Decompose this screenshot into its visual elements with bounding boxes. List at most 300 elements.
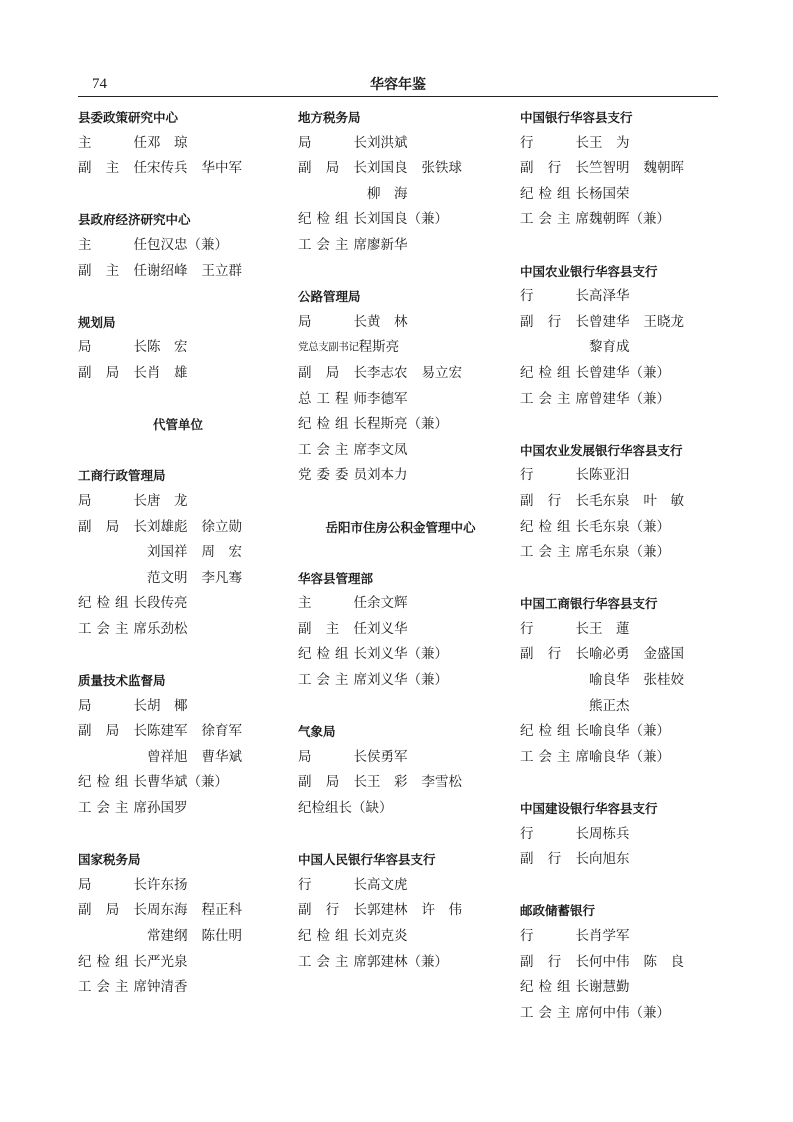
person-name: 李文凤	[367, 441, 408, 458]
role-label: 行长	[520, 467, 589, 484]
personnel-row	[520, 540, 720, 566]
person-name: 刘本力	[367, 467, 408, 484]
person-name: 柳 海	[367, 185, 408, 202]
person-name: 段传亮	[147, 595, 188, 612]
personnel-row	[298, 642, 503, 668]
role-label: 副行长	[520, 646, 589, 663]
person-names	[589, 284, 644, 310]
person-name: 王 蓮	[589, 620, 630, 637]
person-names	[367, 412, 462, 438]
person-name: 乐劲松	[147, 620, 188, 637]
org-section	[78, 105, 278, 182]
personnel-row	[298, 412, 503, 438]
personnel-row	[78, 950, 278, 976]
role-label: 副行长	[520, 313, 589, 330]
person-name: 徐育军	[201, 723, 242, 740]
role-label: 党总支副书记	[298, 341, 359, 354]
person-name: 华中军	[201, 160, 242, 177]
running-title: 华容年鉴	[370, 77, 426, 93]
person-names	[589, 361, 684, 387]
personnel-row	[520, 745, 720, 771]
role-label: 副局长	[78, 518, 147, 535]
personnel-row	[78, 131, 278, 157]
role-label: 纪检组长	[520, 364, 589, 381]
role-label: 纪检组长	[520, 518, 589, 535]
role-label	[520, 335, 589, 361]
person-name: 常建纲	[147, 928, 188, 944]
personnel-row	[298, 617, 503, 643]
person-names	[367, 745, 422, 771]
org-section	[78, 847, 278, 1001]
role-label: 党委委员	[298, 467, 367, 484]
role-label: 工会主席	[298, 953, 367, 970]
person-names	[589, 540, 684, 566]
personnel-row	[520, 719, 720, 745]
org-section	[78, 668, 278, 822]
org-section	[520, 796, 720, 873]
person-names	[147, 873, 202, 899]
role-label: 工会主席	[298, 236, 367, 253]
person-names	[147, 617, 202, 643]
role-label: 纪检组长	[298, 211, 367, 228]
person-names	[147, 540, 256, 566]
personnel-row	[78, 745, 278, 771]
role-label: 行长	[298, 876, 367, 893]
role-label: 局长	[298, 748, 367, 765]
section-title: 中国建设银行华容县支行	[520, 801, 658, 817]
person-names	[367, 463, 422, 489]
org-section	[520, 591, 720, 770]
person-name: 向旭东	[589, 851, 630, 868]
role-label: 行长	[520, 134, 589, 151]
person-name: 程斯亮（兼）	[367, 416, 448, 433]
role-label: 纪检组长	[298, 928, 367, 944]
person-name: 张铁球	[421, 160, 462, 177]
person-names	[359, 335, 414, 361]
person-name: 肖 雄	[147, 364, 188, 381]
personnel-row	[78, 566, 278, 592]
person-names	[147, 591, 202, 617]
personnel-row	[298, 156, 503, 182]
person-names	[589, 335, 644, 361]
org-section	[298, 719, 503, 821]
column-right	[520, 105, 720, 1052]
personnel-row	[298, 182, 503, 208]
personnel-row	[298, 770, 503, 796]
person-names	[589, 924, 644, 950]
person-name: 曾建华（兼）	[589, 364, 670, 381]
person-name: 毛东泉（兼）	[589, 518, 670, 535]
person-name: 竺智明	[589, 160, 630, 177]
personnel-row	[520, 207, 720, 233]
personnel-row	[520, 361, 720, 387]
role-label: 纪检组长	[78, 774, 147, 791]
role-label: 主任	[78, 236, 147, 253]
person-name: 王 彩	[367, 774, 408, 791]
personnel-row	[298, 310, 503, 336]
person-name: 刘洪斌	[367, 134, 408, 151]
column-middle	[298, 105, 503, 1001]
personnel-row	[298, 745, 503, 771]
role-label: 副行长	[520, 492, 589, 509]
person-names	[589, 182, 644, 208]
personnel-row	[298, 438, 503, 464]
person-names	[589, 515, 684, 541]
personnel-row	[78, 770, 278, 796]
person-names	[589, 668, 698, 694]
person-names	[589, 156, 698, 182]
role-label: 副局长	[298, 364, 367, 381]
role-label: 局长	[78, 339, 147, 356]
org-section	[298, 566, 503, 694]
page-header	[78, 72, 718, 96]
person-name: 陈 宏	[147, 339, 188, 356]
person-name: 曹华斌（兼）	[147, 774, 228, 791]
role-label: 工会主席	[520, 748, 589, 765]
role-label: 行长	[520, 620, 589, 637]
section-title: 华容县管理部	[298, 570, 374, 586]
person-name: 刘国祥	[147, 544, 188, 561]
person-name: 熊正杰	[589, 697, 630, 714]
role-label: 纪检组长	[520, 723, 589, 740]
person-name: 孙国罗	[147, 800, 188, 817]
person-names	[589, 310, 698, 336]
person-name: 喻良华（兼）	[589, 723, 670, 740]
section-title: 国家税务局	[78, 852, 141, 868]
personnel-row	[520, 489, 720, 515]
role-label: 主任	[78, 134, 147, 151]
role-label: 局长	[298, 134, 367, 151]
person-name: 黄 林	[367, 313, 408, 330]
person-names	[589, 745, 684, 771]
person-names	[367, 182, 422, 208]
personnel-row	[78, 489, 278, 515]
personnel-row	[78, 156, 278, 182]
personnel-row	[298, 335, 503, 361]
personnel-row	[298, 668, 503, 694]
personnel-row	[78, 540, 278, 566]
section-title: 岳阳市住房公积金管理中心	[325, 519, 476, 535]
person-names	[147, 233, 242, 259]
person-names	[367, 207, 462, 233]
person-name: 许东扬	[147, 876, 188, 893]
person-names	[589, 387, 684, 413]
page-number: 74	[92, 76, 107, 92]
personnel-row	[78, 796, 278, 822]
personnel-row	[298, 387, 503, 413]
person-names	[147, 796, 202, 822]
person-name: 张桂姣	[643, 672, 684, 689]
role-label: 副主任	[298, 620, 367, 637]
person-name: 刘雄彪	[147, 518, 188, 535]
person-name: 杨国荣	[589, 185, 630, 202]
personnel-row	[520, 950, 720, 976]
role-label: 行长	[520, 288, 589, 305]
org-section	[78, 310, 278, 387]
person-name: 程正科	[201, 902, 242, 919]
personnel-row	[78, 898, 278, 924]
role-label: 局长	[78, 697, 147, 714]
person-names	[589, 975, 644, 1001]
person-names	[147, 259, 256, 285]
org-section	[298, 284, 503, 489]
person-names	[147, 566, 256, 592]
person-name: 严光泉	[147, 953, 188, 970]
header-rule	[78, 96, 718, 97]
role-label: 工会主席	[520, 544, 589, 561]
personnel-row	[520, 617, 720, 643]
person-name: 易立宏	[421, 364, 462, 381]
personnel-row	[520, 642, 720, 668]
role-label: 副局长	[78, 902, 147, 919]
personnel-row	[298, 898, 503, 924]
person-name: 王 为	[589, 134, 630, 151]
person-names	[367, 924, 422, 950]
personnel-row	[298, 924, 503, 950]
role-label: 主任	[298, 595, 367, 612]
person-names	[367, 131, 422, 157]
org-section	[78, 412, 278, 438]
person-name: 陈亚汨	[589, 467, 630, 484]
role-label: 副行长	[520, 160, 589, 177]
person-name: 刘国良	[367, 160, 408, 177]
role-label: 副行长	[298, 902, 367, 919]
role-label: 局长	[78, 492, 147, 509]
person-names	[147, 770, 242, 796]
person-names	[147, 719, 256, 745]
role-label: 工会主席	[78, 620, 147, 637]
role-label: 工会主席	[520, 390, 589, 407]
person-name: 廖新华	[367, 236, 408, 253]
personnel-row	[520, 975, 720, 1001]
personnel-row	[520, 131, 720, 157]
personnel-row	[298, 463, 503, 489]
personnel-row	[78, 719, 278, 745]
personnel-row	[78, 924, 278, 950]
column-left	[78, 105, 278, 1026]
person-name: 黎育成	[589, 339, 630, 356]
personnel-row	[78, 335, 278, 361]
person-names	[367, 642, 462, 668]
section-title: 地方税务局	[298, 110, 361, 125]
person-name: 高文虎	[367, 876, 408, 893]
person-names	[147, 975, 202, 1001]
role-label: 工会主席	[78, 800, 147, 817]
personnel-row	[78, 873, 278, 899]
personnel-row	[78, 694, 278, 720]
person-name: 李志农	[367, 364, 408, 381]
person-name: 许 伟	[421, 902, 462, 919]
role-label: 副主任	[78, 262, 147, 279]
person-name: 曾祥旭	[147, 748, 188, 765]
person-name: 高泽华	[589, 288, 630, 305]
role-label: 副局长	[298, 160, 367, 177]
section-title: 公路管理局	[298, 289, 361, 305]
person-name: 刘义华	[367, 620, 408, 637]
person-names	[147, 924, 256, 950]
person-name: 周 宏	[201, 544, 242, 561]
role-label: 副行长	[520, 851, 589, 868]
person-names	[589, 694, 644, 720]
org-section	[298, 847, 503, 975]
person-name: 曾建华（兼）	[589, 390, 670, 407]
org-section	[520, 105, 720, 233]
personnel-row	[520, 463, 720, 489]
personnel-row	[520, 924, 720, 950]
person-names	[367, 950, 462, 976]
person-name: 魏朝晖（兼）	[589, 211, 670, 228]
role-label	[520, 668, 589, 694]
role-label: 工会主席	[520, 1004, 589, 1021]
person-names	[589, 463, 644, 489]
personnel-row	[520, 822, 720, 848]
person-name: 李凡骞	[201, 569, 242, 586]
person-name: 宋传兵	[147, 160, 188, 177]
person-names	[589, 207, 684, 233]
role-label: 副局长	[78, 364, 147, 381]
person-name: 侯勇军	[367, 748, 408, 765]
person-name: 曾建华	[589, 313, 630, 330]
person-name: 刘国良（兼）	[367, 211, 448, 228]
person-names	[367, 591, 422, 617]
person-names	[367, 233, 422, 259]
personnel-row	[298, 796, 503, 822]
org-section	[78, 207, 278, 284]
person-name: 徐立勋	[201, 518, 242, 535]
section-title: 规划局	[78, 314, 116, 330]
person-names	[367, 873, 422, 899]
personnel-row	[520, 668, 720, 694]
role-label	[78, 745, 147, 771]
personnel-row	[520, 1001, 720, 1027]
section-title: 中国银行华容县支行	[520, 110, 633, 125]
section-title: 工商行政管理局	[78, 468, 166, 484]
person-names	[147, 489, 202, 515]
personnel-row	[78, 233, 278, 259]
role-label: 工会主席	[78, 979, 147, 996]
org-section	[520, 259, 720, 413]
person-names	[367, 617, 422, 643]
role-label: 纪检组长	[520, 979, 589, 996]
person-names	[589, 642, 698, 668]
person-name: 李德军	[367, 390, 408, 407]
person-name: 范文明	[147, 569, 188, 586]
person-name: 钟清香	[147, 979, 188, 996]
role-label: 纪检组长	[298, 416, 367, 433]
person-names	[147, 335, 202, 361]
section-title: 代管单位	[152, 417, 203, 433]
personnel-row	[78, 361, 278, 387]
section-title: 邮政储蓄银行	[520, 903, 596, 919]
personnel-row	[298, 361, 503, 387]
person-names	[367, 898, 476, 924]
personnel-row	[520, 156, 720, 182]
role-label: 总工程师	[298, 390, 367, 407]
person-name: 包汉忠（兼）	[147, 236, 228, 253]
personnel-row	[520, 847, 720, 873]
section-title: 县政府经济研究中心	[78, 212, 191, 228]
role-label: 工会主席	[520, 211, 589, 228]
role-label: 副局长	[78, 723, 147, 740]
role-label	[78, 566, 147, 592]
person-name: 金盛国	[643, 646, 684, 663]
person-name: 毛东泉（兼）	[589, 544, 670, 561]
personnel-row	[78, 617, 278, 643]
person-names	[367, 310, 422, 336]
person-names	[367, 770, 476, 796]
personnel-row	[78, 515, 278, 541]
person-name: 邓 琼	[147, 134, 188, 151]
person-names	[147, 515, 256, 541]
section-title: 中国农业银行华容县支行	[520, 263, 658, 279]
personnel-row	[78, 975, 278, 1001]
person-name: 魏朝晖	[643, 160, 684, 177]
person-names	[589, 719, 684, 745]
person-names	[589, 489, 698, 515]
person-names	[367, 387, 422, 413]
person-name: 郭建林（兼）	[367, 953, 448, 970]
section-title: 中国工商银行华容县支行	[520, 596, 658, 612]
org-section	[78, 463, 278, 642]
section-title: 中国人民银行华容县支行	[298, 852, 436, 868]
section-title: 质量技术监督局	[78, 673, 166, 689]
section-title: 气象局	[298, 724, 336, 740]
person-name: 周栋兵	[589, 825, 630, 842]
personnel-row	[298, 950, 503, 976]
person-name: 周东海	[147, 902, 188, 919]
personnel-row	[78, 259, 278, 285]
role-label: 副行长	[520, 953, 589, 970]
role-label: 纪检组长（缺）	[298, 800, 393, 817]
person-name: 王立群	[201, 262, 242, 279]
person-names	[367, 156, 476, 182]
personnel-row	[298, 131, 503, 157]
person-names	[589, 950, 698, 976]
role-label: 局长	[298, 313, 367, 330]
personnel-row	[78, 591, 278, 617]
personnel-row	[520, 515, 720, 541]
person-name: 曹华斌	[201, 748, 242, 765]
org-section	[520, 898, 720, 1026]
role-label: 纪检组长	[520, 185, 589, 202]
role-label: 副主任	[78, 160, 147, 177]
section-title: 中国农业发展银行华容县支行	[520, 442, 683, 458]
person-name: 余文辉	[367, 595, 408, 612]
person-name: 谢慧勤	[589, 979, 630, 996]
person-name: 唐 龙	[147, 492, 188, 509]
person-name: 程斯亮	[358, 339, 400, 356]
person-names	[367, 438, 422, 464]
personnel-row	[520, 182, 720, 208]
person-name: 陈仕明	[201, 928, 242, 944]
person-name: 刘义华（兼）	[367, 646, 448, 663]
role-label: 工会主席	[298, 672, 367, 689]
person-names	[589, 847, 644, 873]
person-name: 毛东泉	[589, 492, 630, 509]
role-label: 纪检组长	[78, 953, 147, 970]
person-name: 叶 敏	[643, 492, 684, 509]
personnel-row	[298, 207, 503, 233]
person-names	[367, 668, 462, 694]
role-label: 局长	[78, 876, 147, 893]
personnel-row	[520, 310, 720, 336]
org-section	[298, 515, 503, 541]
role-label	[78, 540, 147, 566]
person-name: 谢绍峰	[147, 262, 188, 279]
person-names	[589, 1001, 684, 1027]
person-name: 陈 良	[643, 953, 684, 970]
person-name: 王晓龙	[643, 313, 684, 330]
